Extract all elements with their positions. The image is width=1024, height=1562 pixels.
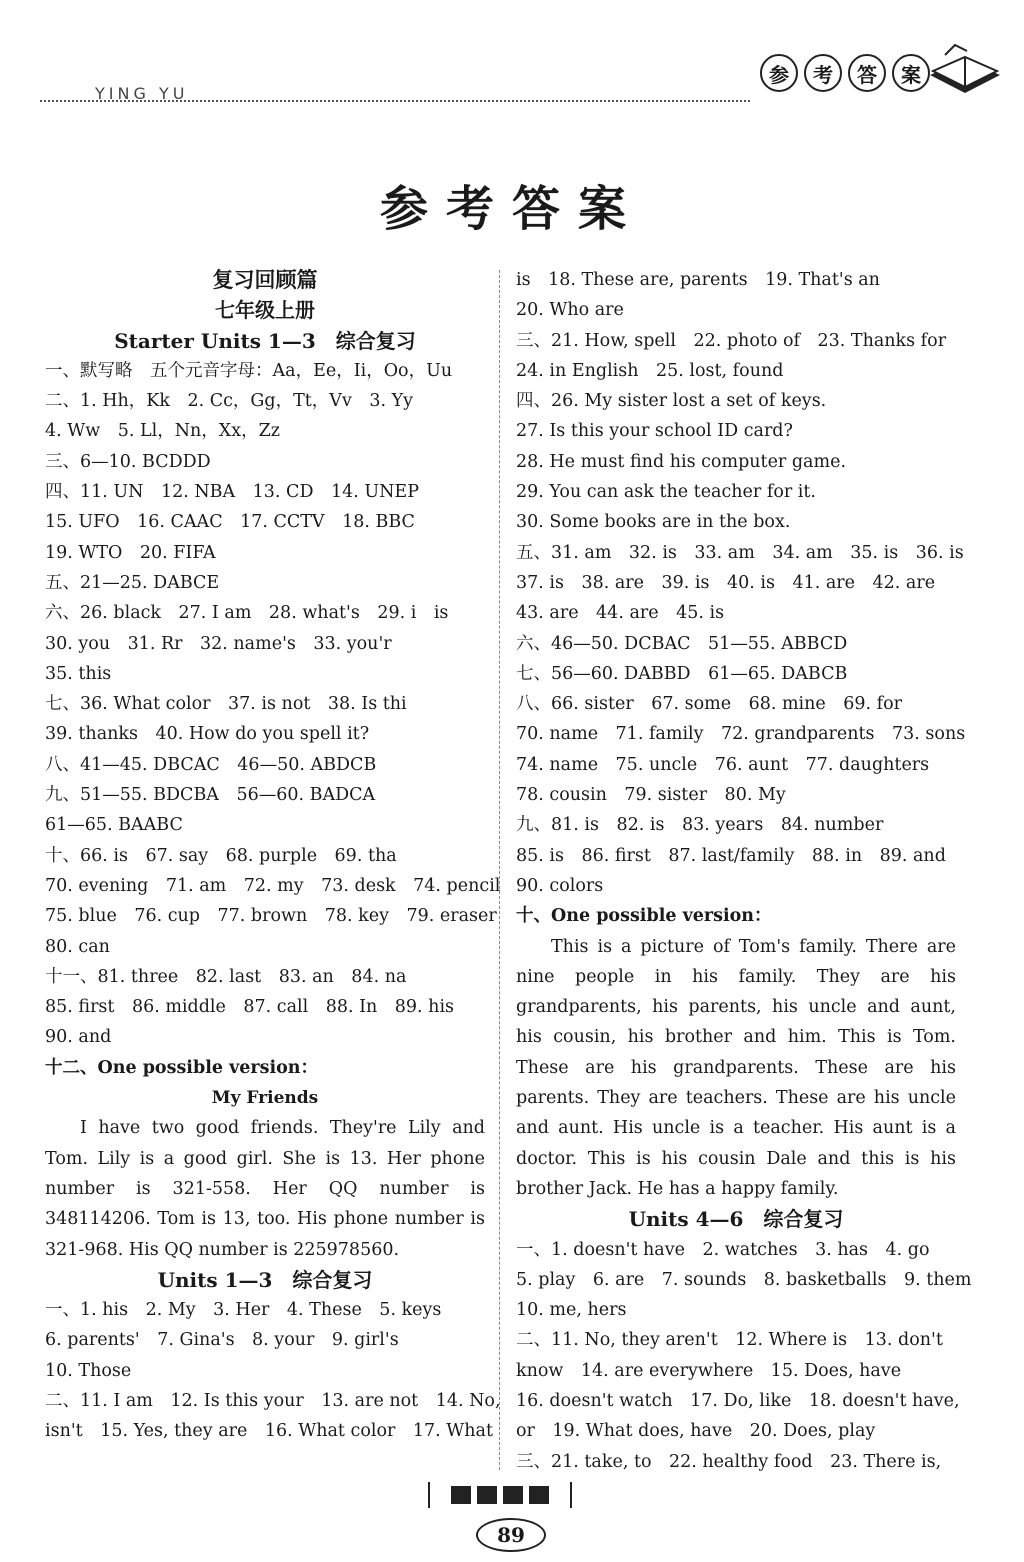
answer-line: 三、21. take, to 22. healthy food 23. There is, <box>516 1451 942 1472</box>
answer-line: 90. colors <box>516 875 604 896</box>
answer-line: 4. Ww 5. Ll，Nn，Xx，Zz <box>45 421 280 442</box>
header-char-3: 答 <box>848 54 886 92</box>
header-char-4: 案 <box>892 54 930 92</box>
answer-line: 10. Those <box>45 1360 132 1381</box>
answer-line: 六、26. black 27. I am 28. what's 29. i is <box>45 603 449 624</box>
section-title: Units 1—3 综合复习 <box>157 1267 373 1292</box>
answer-line: 28. He must find his computer game. <box>516 451 847 472</box>
answer-line: 九、51—55. BDCBA 56—60. BADCA <box>45 785 376 806</box>
answer-line: 二、1. Hh，Kk 2. Cc，Gg，Tt，Vv 3. Yy <box>45 391 414 412</box>
essay-paragraph: I have two good friends. They're Lily and Tom. Lily is a good girl. She is 13. Her phone number is 321-558. Her QQ number is 348114206. Tom is 13, too. His phone number is 321-968. His QQ number is 225978560. <box>45 1118 485 1260</box>
answer-line: 61—65. BAABC <box>45 815 183 836</box>
answer-line: 70. evening 71. am 72. my 73. desk 74. pencil <box>45 875 501 896</box>
right-column <box>516 265 972 1477</box>
page-title: 参考答案 <box>379 181 644 237</box>
answer-line: 75. blue 76. cup 77. brown 78. key 79. eraser <box>45 906 497 927</box>
answer-line: 37. is 38. are 39. is 40. is 41. are 42. are <box>516 572 936 593</box>
answer-line: 85. is 86. first 87. last/family 88. in 89. and <box>516 845 946 866</box>
answer-line: 29. You can ask the teacher for it. <box>516 482 816 503</box>
answer-line: 43. are 44. are 45. is <box>516 603 725 624</box>
answer-line: 十一、81. three 82. last 83. an 84. na <box>45 966 407 987</box>
answer-line: 15. UFO 16. CAAC 17. CCTV 18. BBC <box>45 512 415 533</box>
answer-line: 35. this <box>45 663 112 684</box>
answer-line: or 19. What does, have 20. Does, play <box>516 1421 876 1442</box>
footer-ornament <box>428 1482 572 1508</box>
answer-line: 10. me, hers <box>516 1300 627 1321</box>
answer-line: 三、6—10. BCDDD <box>45 451 211 472</box>
answer-line: 六、46—50. DCBAC 51—55. ABBCD <box>516 633 848 654</box>
answer-line: 74. name 75. uncle 76. aunt 77. daughters <box>516 754 930 775</box>
answer-line: 八、41—45. DBCAC 46—50. ABDCB <box>45 754 377 775</box>
answer-line: 十、66. is 67. say 68. purple 69. tha <box>45 845 397 866</box>
column-divider <box>499 270 500 1470</box>
answer-line: 90. and <box>45 1027 112 1048</box>
answer-line: 85. first 86. middle 87. call 88. In 89. his <box>45 997 455 1018</box>
answer-line: 24. in English 25. lost, found <box>516 360 784 381</box>
answer-line: 一、1. doesn't have 2. watches 3. has 4. go <box>516 1239 930 1260</box>
answer-line: 七、36. What color 37. is not 38. Is thi <box>45 694 407 715</box>
answer-line: 6. parents' 7. Gina's 8. your 9. girl's <box>45 1330 399 1351</box>
answer-line: 十、One possible version： <box>516 906 772 927</box>
answer-line: 八、66. sister 67. some 68. mine 69. for <box>516 694 903 715</box>
essay-title: My Friends <box>211 1088 319 1109</box>
answer-line: 五、31. am 32. is 33. am 34. am 35. is 36. is <box>516 542 964 563</box>
page-header <box>0 0 1024 120</box>
answer-line: 20. Who are <box>516 300 624 321</box>
answer-line: 四、26. My sister lost a set of keys. <box>516 391 827 412</box>
answer-line: 二、11. I am 12. Is this your 13. are not 14. No, <box>45 1390 501 1411</box>
section-title: Starter Units 1—3 综合复习 <box>114 328 416 353</box>
answer-line: know 14. are everywhere 15. Does, have <box>516 1360 902 1381</box>
answer-line: 70. name 71. family 72. grandparents 73. sons <box>516 724 966 745</box>
answer-line: 七、56—60. DABBD 61—65. DABCB <box>516 663 848 684</box>
answer-line: 三、21. How, spell 22. photo of 23. Thanks for <box>516 330 947 351</box>
book-icon <box>925 35 1005 105</box>
answer-line: is 18. These are, parents 19. That's an <box>516 270 880 290</box>
answer-line: 九、81. is 82. is 83. years 84. number <box>516 815 884 836</box>
header-char-2: 考 <box>804 54 842 92</box>
header-subject-label: YING YU <box>95 84 189 103</box>
answer-line: 30. Some books are in the box. <box>516 512 791 533</box>
answer-line: 十二、One possible version： <box>45 1057 318 1078</box>
answer-line: 78. cousin 79. sister 80. My <box>516 785 786 806</box>
header-section-label <box>760 54 930 92</box>
answer-line: 39. thanks 40. How do you spell it? <box>45 724 370 745</box>
section-title: 复习回顾篇 <box>212 267 318 292</box>
answer-line: 27. Is this your school ID card? <box>516 421 793 442</box>
left-column <box>45 265 501 1447</box>
answer-line: 16. doesn't watch 17. Do, like 18. doesn't have, <box>516 1390 960 1411</box>
answer-line: 80. can <box>45 936 110 957</box>
section-title: Units 4—6 综合复习 <box>628 1207 844 1232</box>
answer-line: 五、21—25. DABCE <box>45 572 220 593</box>
answer-line: 四、11. UN 12. NBA 13. CD 14. UNEP <box>45 482 419 503</box>
answer-line: 一、默写略 五个元音字母：Aa，Ee，Ii，Oo，Uu <box>45 360 453 381</box>
header-char-1: 参 <box>760 54 798 92</box>
answer-line: isn't 15. Yes, they are 16. What color 17. What <box>45 1421 493 1442</box>
essay-paragraph: This is a picture of Tom's family. There are nine people in his family. They are his grandparents, his parents, his uncle and aunt, his cousin, his brother and him. This is Tom. These are his grandparents. These are his parents. They are teachers. These are his uncle and aunt. His uncle is a teacher. His aunt is a doctor. This is his cousin Dale and this is his brother Jack. He has a happy family. <box>516 936 956 1199</box>
page-number: 89 <box>476 1518 546 1552</box>
answer-line: 30. you 31. Rr 32. name's 33. you'r <box>45 633 392 654</box>
answer-line: 19. WTO 20. FIFA <box>45 542 216 563</box>
answer-line: 5. play 6. are 7. sounds 8. basketballs 9. them <box>516 1269 972 1290</box>
section-title: 七年级上册 <box>215 298 315 323</box>
answer-line: 一、1. his 2. My 3. Her 4. These 5. keys <box>45 1300 442 1321</box>
answer-line: 二、11. No, they aren't 12. Where is 13. don't <box>516 1330 943 1351</box>
header-divider <box>40 100 750 102</box>
